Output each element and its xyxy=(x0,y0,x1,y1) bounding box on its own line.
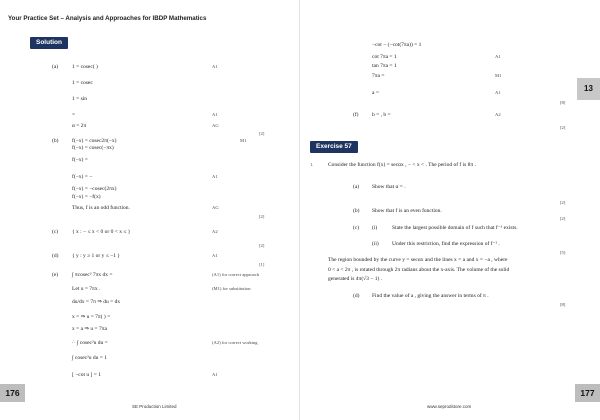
line-qc-i: (i) xyxy=(372,225,378,231)
line-qc1: State the largest possible domain of f such that f⁻¹ exists. xyxy=(392,225,518,231)
line-qd-marks: [8] xyxy=(560,302,566,307)
line-f-marks: [2] xyxy=(560,125,566,130)
chapter-tab: 13 xyxy=(577,78,600,100)
line-b1m: M1 xyxy=(240,138,247,143)
line-r4m: M1 xyxy=(495,73,502,78)
line-qa: Show that α = . xyxy=(372,184,406,190)
solution-badge: Solution xyxy=(30,37,68,49)
line-f1: b = , b = xyxy=(372,112,391,118)
line-d1: { y : y ≥ 1 or y ≤ −1 } xyxy=(72,253,121,259)
line-e2m: (M1) for substitution xyxy=(212,286,251,291)
line-p1: The region bounded by the curve y = secαx and the lines x = a and x = −a , where xyxy=(328,257,508,263)
line-e8: [ −cot u ] = 1 xyxy=(72,372,101,378)
line-qc-marks: [5] xyxy=(560,250,566,255)
left-footer: SE Production Limited xyxy=(132,404,177,409)
line-b3: f(−x) = xyxy=(72,157,88,163)
line-a-marks: [2] xyxy=(259,131,265,136)
line-e6m: (A2) for correct working xyxy=(212,340,258,345)
line-r2m: A1 xyxy=(495,54,501,59)
line-e1: ∫ πcosec² 7πx dx = xyxy=(72,272,113,278)
line-qd-label: (d) xyxy=(353,293,360,299)
right-page-number: 177 xyxy=(575,384,600,402)
line-b-label: (b) xyxy=(52,138,59,144)
line-e5: x = a ⇒ u = 7πa xyxy=(72,326,107,332)
left-page-number: 176 xyxy=(0,384,25,402)
line-a4a: = xyxy=(72,112,76,118)
line-r5m: A1 xyxy=(495,90,501,95)
line-b5: f(−x) = −cosec(2πx) xyxy=(72,186,117,192)
line-p3: generated is 4π(√3 − 1) . xyxy=(328,276,383,282)
line-qa-label: (a) xyxy=(353,184,360,190)
book-title: Your Practice Set – Analysis and Approaches for IBDP Mathematics xyxy=(8,15,207,22)
line-q1-num: 1. xyxy=(310,162,314,167)
line-qb-marks: [2] xyxy=(560,216,566,221)
line-qa-marks: [2] xyxy=(560,200,566,205)
line-c-label: (c) xyxy=(52,229,59,235)
line-r4: 7πa = xyxy=(372,73,385,79)
line-e3: du/dx = 7π ⇒ du = dx xyxy=(72,299,121,305)
line-f1m: A2 xyxy=(495,112,501,117)
line-b-marks: [2] xyxy=(259,214,265,219)
line-c1: { x : − ≤ x < 0 or 0 < x ≤ } xyxy=(72,229,131,235)
line-qb-label: (b) xyxy=(353,208,360,214)
line-d1m: A1 xyxy=(212,253,218,258)
line-e8m: A1 xyxy=(212,372,218,377)
line-d-label: (d) xyxy=(52,253,59,259)
line-q1: Consider the function f(x) = secαx , − < x < . The period of f is 8π . xyxy=(328,162,476,168)
line-r-e-marks: [8] xyxy=(560,100,566,105)
line-a3: 1 = sin xyxy=(72,96,88,102)
line-qd: Find the value of a , giving the answer in terms of π . xyxy=(372,293,489,299)
line-c-marks: [2] xyxy=(259,243,265,248)
line-b4m: A1 xyxy=(212,174,218,179)
line-a5: α = 2π xyxy=(72,123,87,129)
line-qc-label: (c) xyxy=(353,225,360,231)
line-a2: 1 = cosec xyxy=(72,80,93,86)
line-e7: ∫ cosec²u du = 1 xyxy=(72,355,107,361)
line-r3: tan 7πa = 1 xyxy=(372,63,397,69)
line-d-marks: [1] xyxy=(259,262,265,267)
line-qc2: Under this restriction, find the expression of f⁻¹ . xyxy=(392,241,500,247)
line-a1m: A1 xyxy=(212,64,218,69)
line-qb: Show that f is an even function. xyxy=(372,208,442,214)
line-e1m: (A1) for correct approach xyxy=(212,272,260,277)
line-b7m: AG xyxy=(212,205,219,210)
line-a4m: A1 xyxy=(212,112,218,117)
line-r1: −cot − (−cot(7πa)) = 1 xyxy=(372,42,422,48)
line-b6: f(−x) = −f(x) xyxy=(72,194,101,200)
line-b2: f(−x) = cosec(−πx) xyxy=(72,145,114,151)
line-e4: x = ⇒ u = 7π( ) = xyxy=(72,314,111,320)
line-r5: a = xyxy=(372,90,379,96)
line-b1: f(−x) = cosec2π(−x) xyxy=(72,138,117,144)
line-e-label: (e) xyxy=(52,272,59,278)
line-a5m: AG xyxy=(212,123,219,128)
line-f-label: (f) xyxy=(353,112,359,118)
line-e6: ∴ ∫ cosec²u du = xyxy=(72,340,108,346)
line-b7: Thus, f is an odd function. xyxy=(72,205,130,211)
line-qc-ii: (ii) xyxy=(372,241,379,247)
line-c1m: A2 xyxy=(212,229,218,234)
line-a-label: (a) xyxy=(52,64,59,70)
page-fold xyxy=(299,0,300,420)
line-b4: f(−x) = − xyxy=(72,174,93,180)
line-r2: cot 7πa = 1 xyxy=(372,54,397,60)
line-a1: 1 = cosec( ) xyxy=(72,64,98,70)
right-footer: www.seprodstore.com xyxy=(427,404,472,409)
exercise-badge: Exercise 57 xyxy=(310,141,358,153)
line-e2: Let u = 7πx . xyxy=(72,286,101,292)
line-p2: 0 < a < 2π , is rotated through 2π radians about the x-axis. The volume of the solid xyxy=(328,267,510,273)
